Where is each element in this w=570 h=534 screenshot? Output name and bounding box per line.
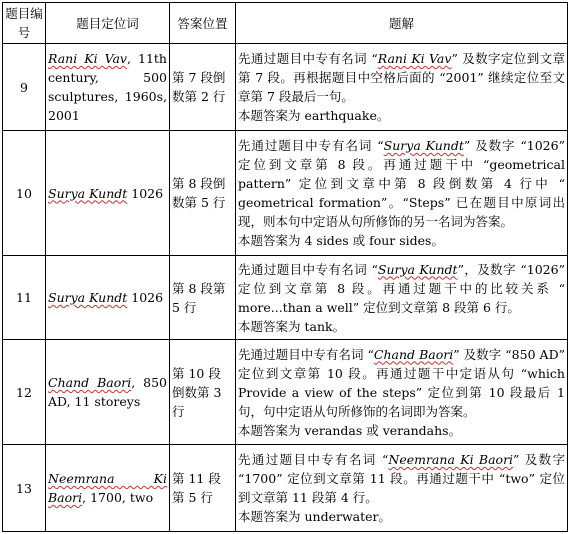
answer-position: 第 10 段倒数第 3 行	[170, 340, 236, 445]
keyword-cell	[46, 256, 170, 340]
solution-text	[238, 262, 565, 315]
solution-table	[2, 2, 568, 532]
keyword-cell	[46, 44, 170, 131]
answer-position: 第 8 段第 5 行	[170, 256, 236, 340]
solution-proper-noun: Surya Kundt	[383, 138, 464, 153]
solution-proper-noun: Chand Baori	[373, 346, 454, 362]
solution-text	[238, 347, 565, 419]
table-row	[3, 340, 568, 445]
solution-text-part: ” 及数字 “850 AD” 定位到文章第 10 段。再通过题干中定语从句 “which Provide a view of the steps” 定位到第 10 段最后 1 句，句中定语从句所修饰的名词即为答案。	[238, 346, 565, 419]
question-number: 10	[3, 131, 46, 256]
solution-answer: 本题答案为 verandas 或 verandahs。	[238, 422, 462, 438]
solution-text	[238, 452, 565, 505]
solution-text-part: ” 及数字 “1026” 定位到文章第 8 段。再通过题干中 “geometrical pattern” 定位到文章中第 8 段倒数第 4 行中 “ geometrical formation”。“Steps” 已在题目中原词出现，则本句中定语从句所修饰的另一名词为答案。	[238, 138, 565, 229]
header-keywords: 题目定位词	[46, 3, 170, 44]
question-number: 9	[3, 44, 46, 131]
table-row	[3, 44, 568, 131]
header-answer-position: 答案位置	[170, 3, 236, 44]
keyword-proper-noun: Neemrana Ki Baori	[48, 471, 167, 505]
keyword-cell	[46, 340, 170, 445]
keyword-rest: 1026	[127, 185, 164, 201]
keyword-proper-noun: Surya Kundt	[48, 290, 128, 305]
solution-text-part: 先通过题目中专有名词 “	[238, 261, 378, 277]
keyword-rest: , 11th century, 500 sculptures, 1960s, 2001	[48, 51, 167, 123]
table-row	[3, 131, 568, 256]
solution-cell	[236, 256, 568, 340]
solution-answer: 本题答案为 4 sides 或 four sides。	[238, 233, 444, 248]
header-question-number: 题目编号	[3, 3, 46, 44]
solution-proper-noun: Surya Kundt	[377, 261, 458, 277]
solution-text-part: 先通过题目中专有名词 “	[238, 51, 378, 66]
keyword-proper-noun: Rani Ki Vav	[48, 51, 127, 66]
keyword-rest: , 1700, two	[82, 490, 154, 505]
answer-position: 第 7 段倒数第 2 行	[170, 44, 236, 131]
solution-text-part: ”，及数字 “1026” 定位到文章第 8 段。再通过题干中的比较关系 “ more...than a well” 定位到文章第 8 段第 6 行。	[238, 261, 565, 315]
question-number: 13	[3, 445, 46, 532]
solution-proper-noun: Neemrana Ki Baori	[388, 452, 514, 467]
solution-answer: 本题答案为 underwater。	[238, 509, 391, 524]
solution-text-part: 先通过题目中专有名词 “	[238, 452, 389, 467]
solution-cell	[236, 44, 568, 131]
solution-proper-noun: Rani Ki Vav	[377, 51, 452, 66]
solution-cell	[236, 340, 568, 445]
question-number: 11	[3, 256, 46, 340]
solution-text-part: 先通过题目中专有名词 “	[238, 346, 374, 362]
solution-answer: 本题答案为 tank。	[238, 318, 346, 334]
keyword-cell	[46, 131, 170, 256]
keyword-proper-noun: Chand Baori	[48, 375, 132, 390]
question-number: 12	[3, 340, 46, 445]
solution-text-part: ” 及数字 “1700” 定位到文章第 11 段。再通过题干中 “two” 定位到文章第 11 段第 4 行。	[238, 452, 566, 505]
keyword-rest: 1026	[127, 290, 164, 305]
solution-text	[238, 51, 565, 104]
table-row	[3, 445, 568, 532]
answer-position: 第 11 段第 5 行	[170, 445, 236, 532]
solution-text-part: 先通过题目中专有名词 “	[238, 138, 384, 153]
solution-cell	[236, 131, 568, 256]
header-solution: 题解	[236, 3, 568, 44]
keyword-rest: , 850 AD, 11 storeys	[48, 375, 168, 409]
solution-text-part: ” 及数字定位到文章第 7 段。再根据题目中空格后面的 “2001” 继续定位至文章第 7 段最后一句。	[238, 51, 565, 104]
keyword-cell	[46, 445, 170, 532]
answer-position: 第 8 段倒数第 5 行	[170, 131, 236, 256]
keyword-proper-noun: Surya Kundt	[48, 185, 128, 201]
solution-answer: 本题答案为 earthquake。	[238, 108, 390, 123]
table-row	[3, 256, 568, 340]
solution-text	[238, 138, 565, 229]
solution-cell	[236, 445, 568, 532]
table-header-row	[3, 3, 568, 44]
